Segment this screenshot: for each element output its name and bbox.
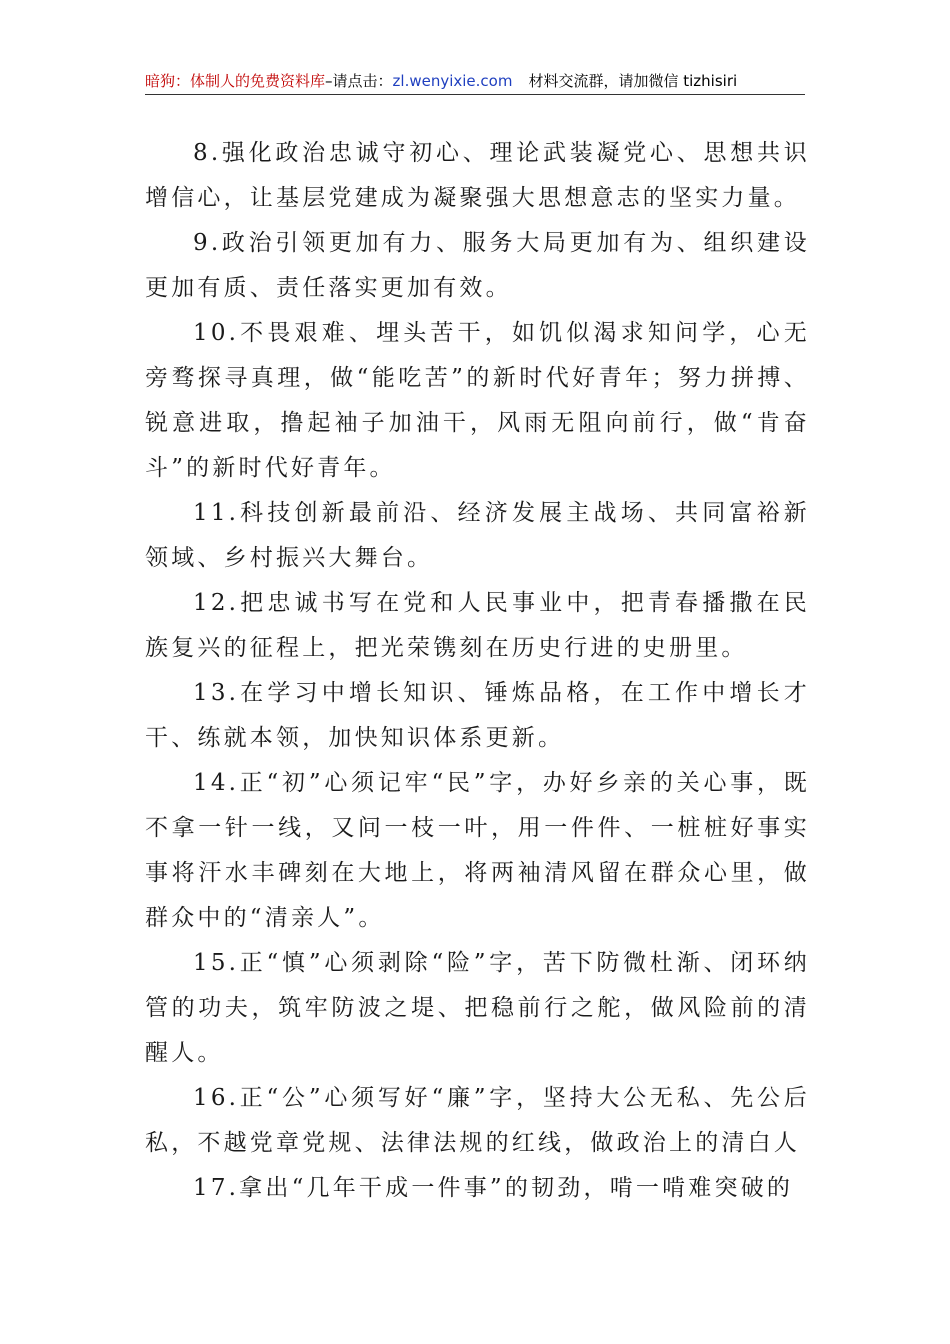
list-item-15: 15.正“慎”心须剥除“险”字，苦下防微杜渐、闭环纳管的功夫，筑牢防波之堤、把稳前行之舵，做风险前的清醒人。 [145, 950, 810, 1066]
wechat-note: 材料交流群，请加微信 tizhisiri [528, 72, 738, 90]
site-url-link[interactable]: zl.wenyixie.com [392, 72, 513, 90]
site-name: 暗狗：体制人的免费资料库 [145, 72, 326, 90]
list-item-13: 13.在学习中增长知识、锤炼品格，在工作中增长才干、练就本领，加快知识体系更新。 [145, 680, 810, 751]
list-item-16: 16.正“公”心须写好“廉”字，坚持大公无私、先公后私，不越党章党规、法律法规的红线，做政治上的清白人 [145, 1085, 810, 1156]
page-header [145, 70, 805, 95]
list-item-17: 17.拿出“几年干成一件事”的韧劲，啃一啃难突破的 [193, 1175, 794, 1201]
document-body [145, 131, 810, 1211]
list-item-11: 11.科技创新最前沿、经济发展主战场、共同富裕新领域、乡村振兴大舞台。 [145, 500, 810, 571]
list-item-12: 12.把忠诚书写在党和人民事业中，把青春播撒在民族复兴的征程上，把光荣镌刻在历史行进的史册里。 [145, 590, 810, 661]
list-item-10: 10.不畏艰难、埋头苦干，如饥似渴求知问学，心无旁骛探寻真理，做“能吃苦”的新时代好青年；努力拼搏、锐意进取，撸起袖子加油干，风雨无阻向前行，做“肯奋斗”的新时代好青年。 [145, 320, 810, 481]
click-prompt: –请点击： [325, 72, 393, 90]
list-item-9: 9.政治引领更加有力、服务大局更加有为、组织建设更加有质、责任落实更加有效。 [145, 230, 810, 301]
list-item-14: 14.正“初”心须记牢“民”字，办好乡亲的关心事，既不拿一针一线，又问一枝一叶，用一件件、一桩桩好事实事将汗水丰碑刻在大地上，将两袖清风留在群众心里，做群众中的“清亲人”。 [145, 770, 810, 931]
list-item-8: 8.强化政治忠诚守初心、理论武装凝党心、思想共识增信心，让基层党建成为凝聚强大思想意志的坚实力量。 [145, 140, 810, 211]
